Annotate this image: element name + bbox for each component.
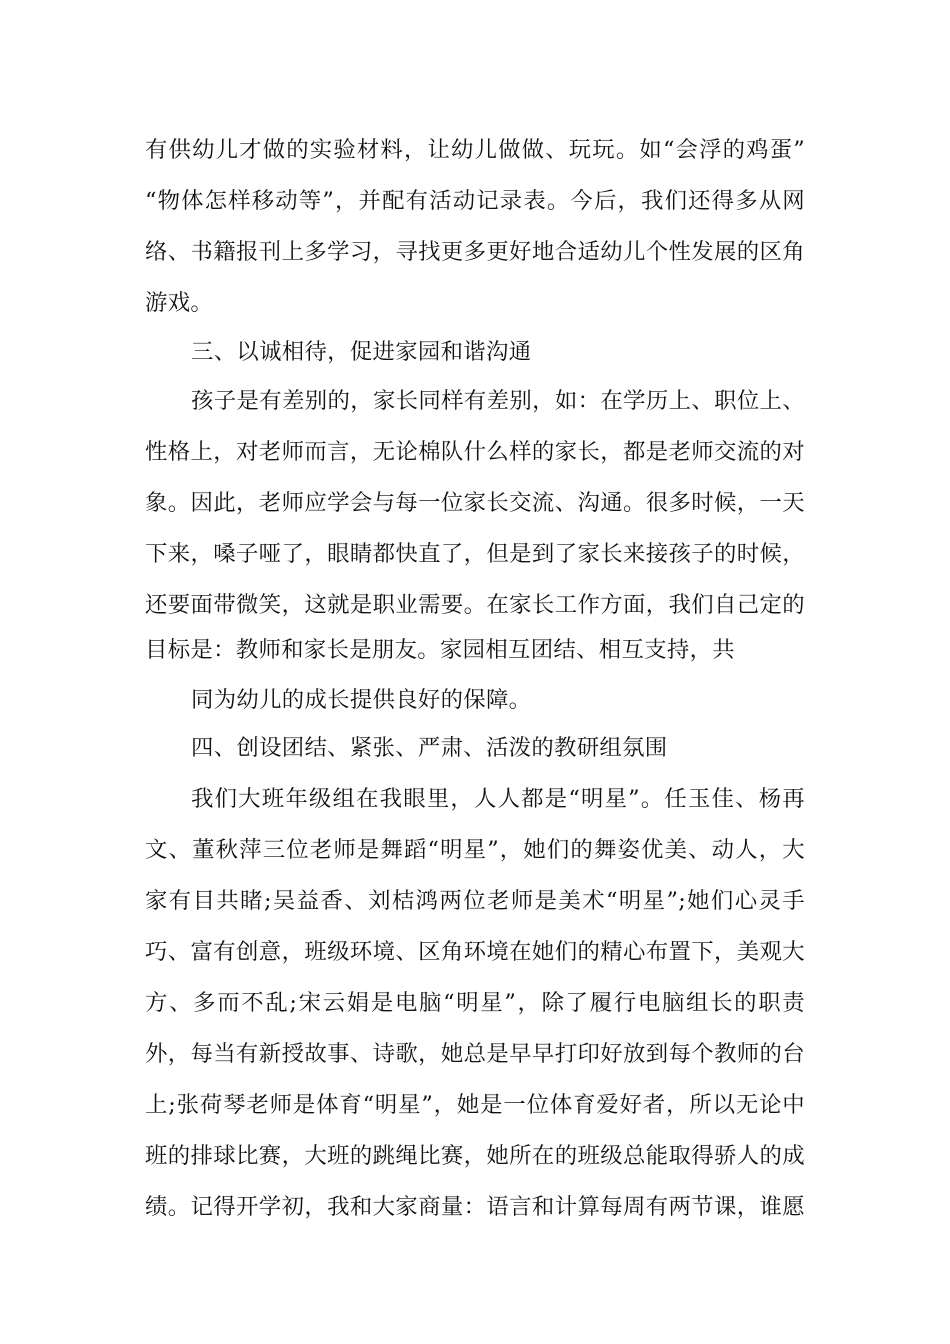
text-line: 我们大班年级组在我眼里，人人都是“明星”。任玉佳、杨再 bbox=[191, 786, 805, 812]
text-line: 游戏。 bbox=[145, 290, 214, 316]
text-line: 外，每当有新授故事、诗歌，她总是早早打印好放到每个教师的台 bbox=[145, 1041, 805, 1067]
text-line: 绩。记得开学初，我和大家商量：语言和计算每周有两节课，谁愿 bbox=[145, 1194, 805, 1220]
text-line: 方、多而不乱;宋云娟是电脑“明星”，除了履行电脑组长的职责 bbox=[145, 990, 805, 1016]
text-line: 象。因此，老师应学会与每一位家长交流、沟通。很多时候，一天 bbox=[145, 490, 805, 516]
text-line: “物体怎样移动等”，并配有活动记录表。今后，我们还得多从网 bbox=[145, 188, 805, 214]
section-heading: 三、以诚相待，促进家园和谐沟通 bbox=[191, 339, 532, 365]
text-line: 性格上，对老师而言，无论棉队什么样的家长，都是老师交流的对 bbox=[145, 439, 805, 465]
text-line: 上;张荷琴老师是体育“明星”，她是一位体育爱好者，所以无论中 bbox=[145, 1092, 805, 1118]
text-line: 络、书籍报刊上多学习，寻找更多更好地合适幼儿个性发展的区角 bbox=[145, 239, 805, 265]
text-line: 还要面带微笑，这就是职业需要。在家长工作方面，我们自己定的 bbox=[145, 592, 805, 618]
text-line: 家有目共睹;吴益香、刘桔鸿两位老师是美术“明星”;她们心灵手 bbox=[145, 888, 805, 914]
text-line: 下来，嗓子哑了，眼睛都快直了，但是到了家长来接孩子的时候， bbox=[145, 541, 805, 567]
text-line: 同为幼儿的成长提供良好的保障。 bbox=[191, 687, 532, 713]
section-heading: 四、创设团结、紧张、严肃、活泼的教研组氛围 bbox=[191, 735, 668, 761]
text-line: 巧、富有创意，班级环境、区角环境在她们的精心布置下，美观大 bbox=[145, 939, 805, 965]
text-line: 班的排球比赛，大班的跳绳比赛，她所在的班级总能取得骄人的成 bbox=[145, 1143, 805, 1169]
text-line: 有供幼儿才做的实验材料，让幼儿做做、玩玩。如“会浮的鸡蛋” bbox=[145, 137, 805, 163]
text-line: 孩子是有差别的，家长同样有差别，如：在学历上、职位上、 bbox=[191, 388, 805, 414]
text-line: 目标是：教师和家长是朋友。家园相互团结、相互支持，共 bbox=[145, 637, 735, 663]
text-line: 文、董秋萍三位老师是舞蹈“明星”，她们的舞姿优美、动人，大 bbox=[145, 837, 805, 863]
